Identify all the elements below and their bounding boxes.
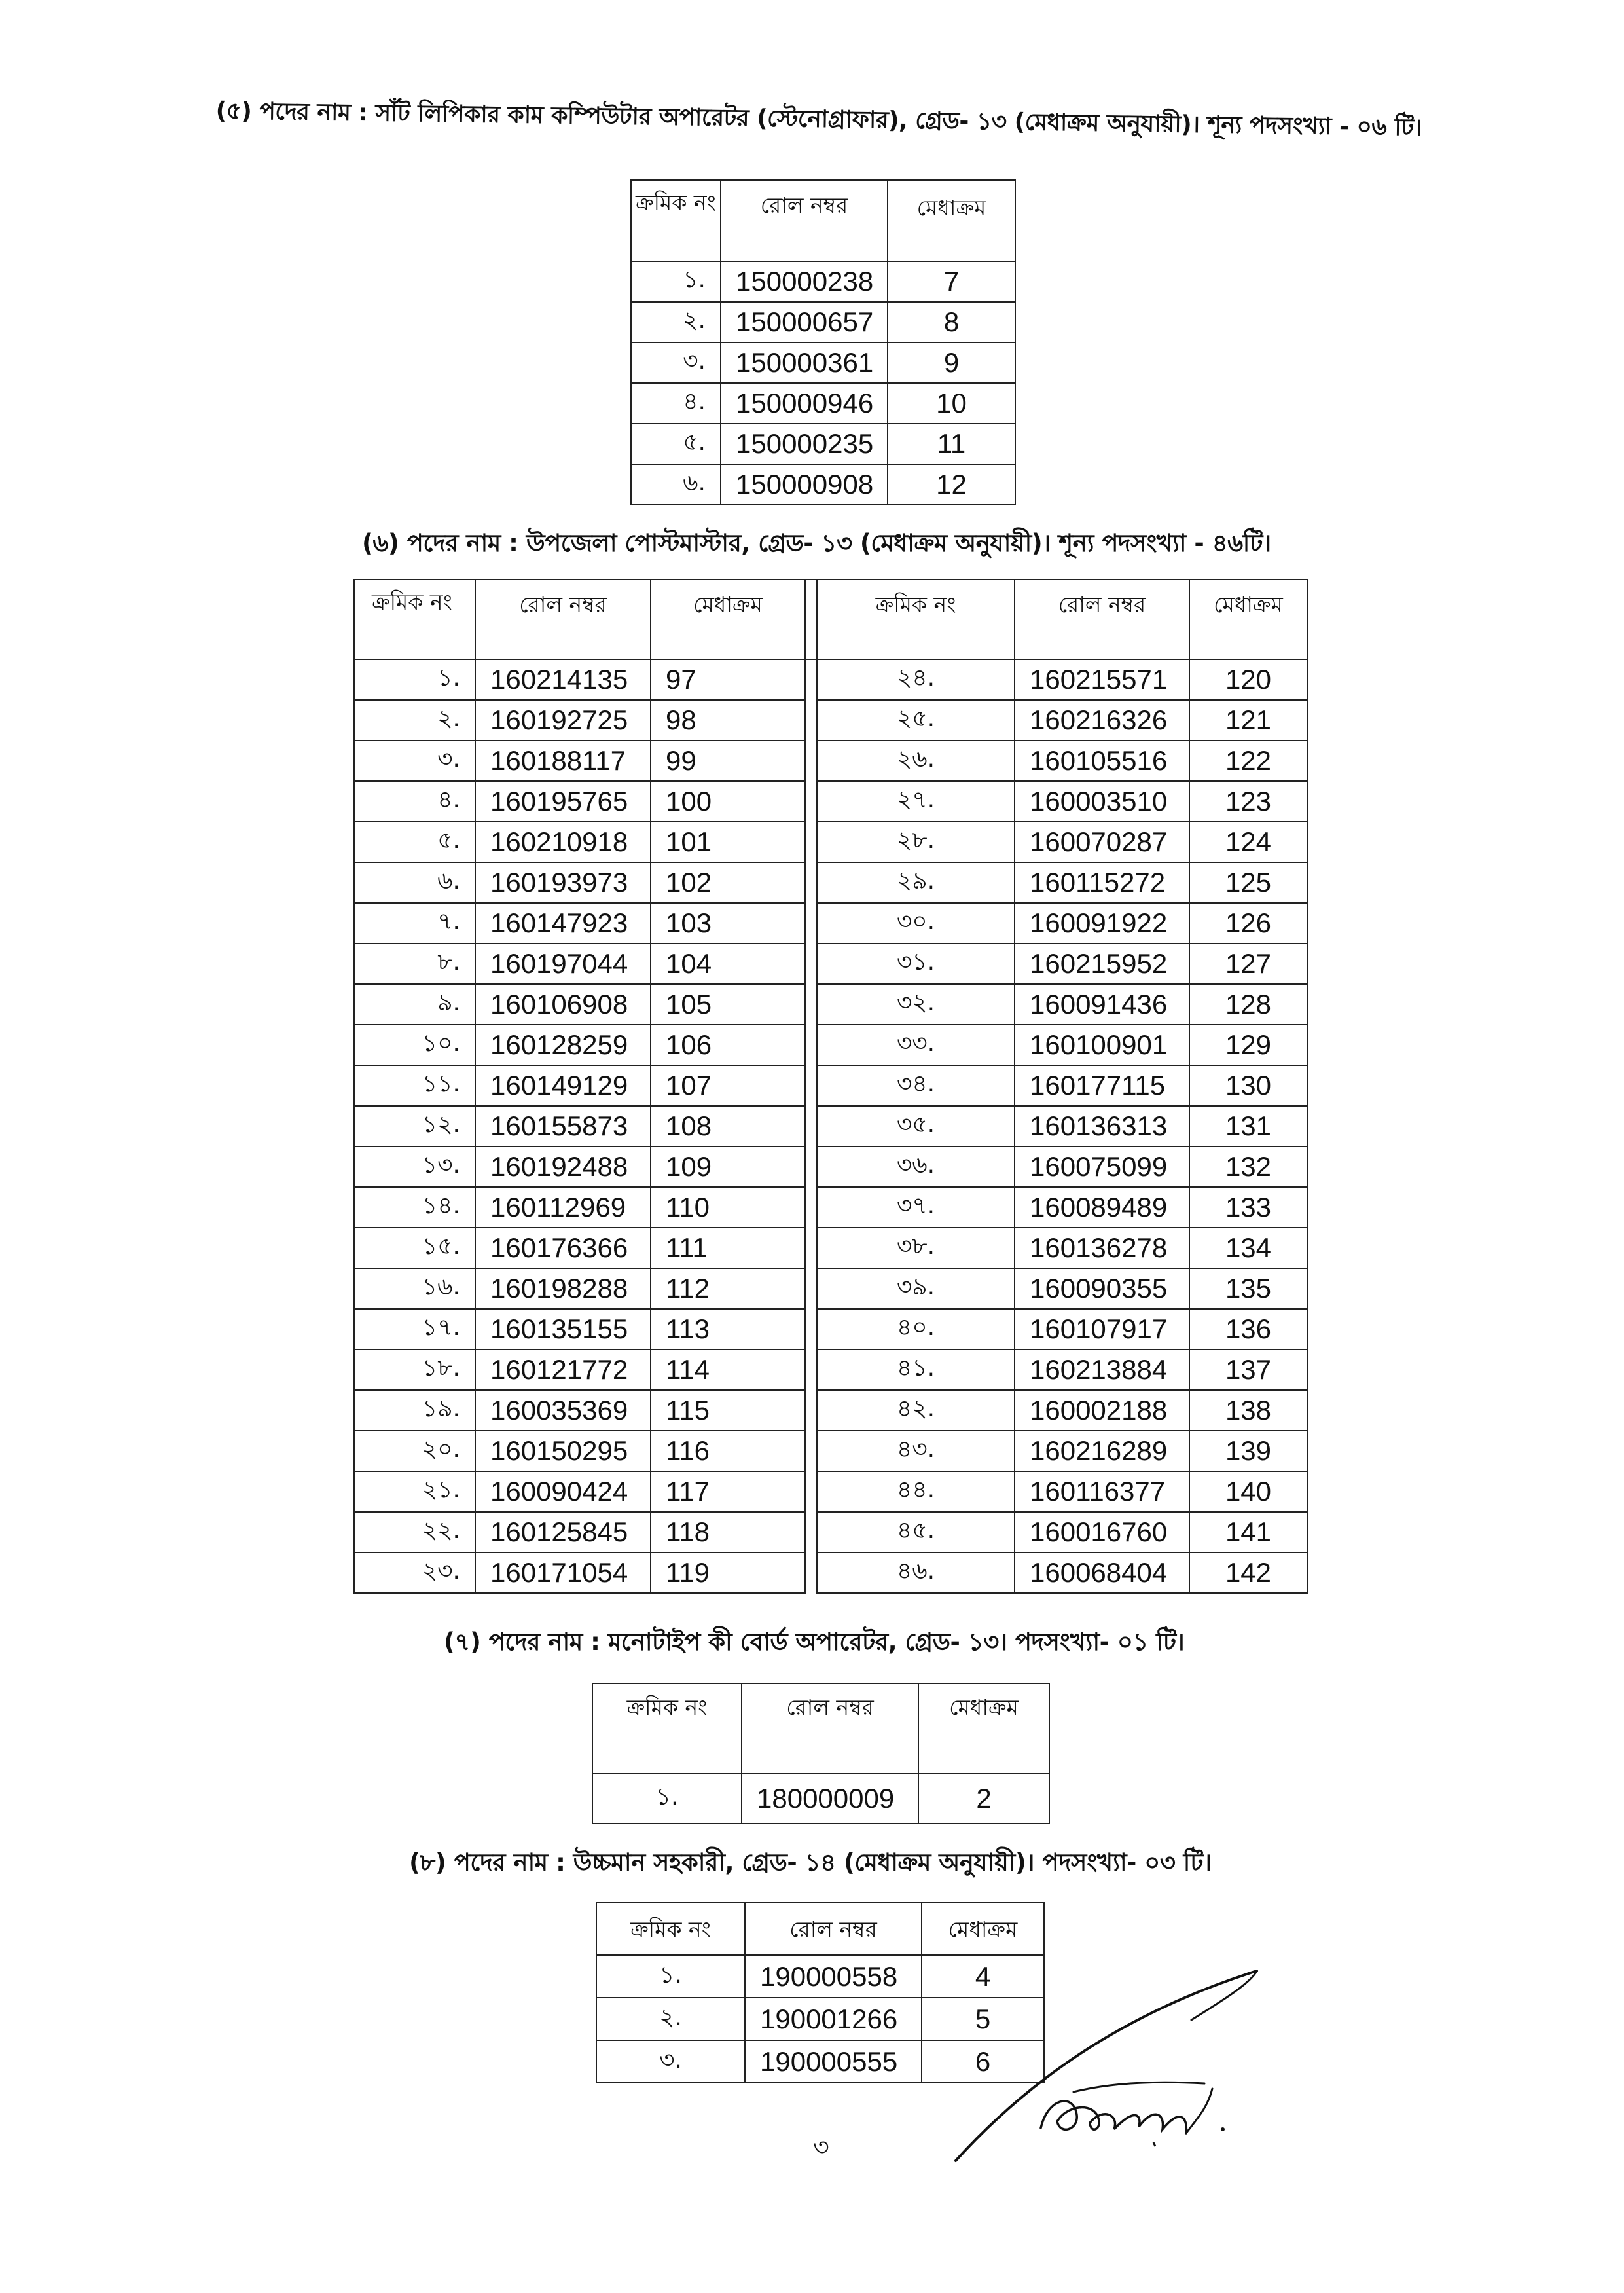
- merit-cell: 136: [1189, 1309, 1307, 1349]
- merit-cell: 101: [651, 822, 805, 862]
- table-section-6: [353, 579, 1308, 1594]
- merit-cell: 102: [651, 862, 805, 903]
- section-7-heading: (৭) পদের নাম : মনোটাইপ কী বোর্ড অপারেটর, গ্রেড- ১৩। পদসংখ্যা- ০১ টি।: [444, 1628, 1185, 1656]
- merit-cell: 105: [651, 984, 805, 1025]
- serial-cell: ৪৫.: [817, 1512, 1015, 1552]
- roll-number-cell: 160128259: [475, 1025, 651, 1065]
- roll-number-cell: 150000908: [721, 464, 888, 505]
- serial-cell: ২৭.: [817, 781, 1015, 822]
- merit-cell: 6: [922, 2040, 1044, 2083]
- roll-number-cell: 160002188: [1015, 1390, 1189, 1431]
- serial-cell: ৩৯.: [817, 1268, 1015, 1309]
- serial-cell: ১৩.: [354, 1146, 475, 1187]
- column-header-serial-right: ক্রমিক নং: [817, 579, 1015, 659]
- column-header-merit: মেধাক্রম: [918, 1683, 1049, 1774]
- roll-number-cell: 190001266: [745, 1998, 922, 2040]
- roll-number-cell: 150000946: [721, 383, 888, 424]
- merit-cell: 128: [1189, 984, 1307, 1025]
- section-6-heading: (৬) পদের নাম : উপজেলা পোস্টমাস্টার, গ্রেড- ১৩ (মেধাক্রম অনুযায়ী)। শূন্য পদসংখ্যা - ৪৬টি।: [362, 529, 1271, 557]
- serial-cell: ১.: [596, 1955, 745, 1998]
- serial-cell: ৩.: [596, 2040, 745, 2083]
- table-row: [631, 302, 1015, 342]
- serial-cell: ৬.: [354, 862, 475, 903]
- serial-cell: ৪.: [631, 383, 721, 424]
- serial-cell: ৪১.: [817, 1349, 1015, 1390]
- serial-cell: ২২.: [354, 1512, 475, 1552]
- table-row: [354, 700, 1307, 741]
- table-row: [354, 1268, 1307, 1309]
- roll-number-cell: 160016760: [1015, 1512, 1189, 1552]
- column-gap: [805, 1349, 817, 1390]
- merit-cell: 127: [1189, 944, 1307, 984]
- roll-number-cell: 160188117: [475, 741, 651, 781]
- serial-cell: ৩৬.: [817, 1146, 1015, 1187]
- merit-cell: 97: [651, 659, 805, 700]
- serial-cell: ২১.: [354, 1471, 475, 1512]
- table-row: [354, 1471, 1307, 1512]
- roll-number-cell: 160149129: [475, 1065, 651, 1106]
- column-gap: [805, 579, 817, 659]
- table-row: [354, 1106, 1307, 1146]
- column-header-serial: ক্রমিক নং: [631, 180, 721, 261]
- merit-cell: 109: [651, 1146, 805, 1187]
- column-gap: [805, 1106, 817, 1146]
- serial-cell: ১৮.: [354, 1349, 475, 1390]
- table-row: [631, 424, 1015, 464]
- serial-cell: ৩১.: [817, 944, 1015, 984]
- column-gap: [805, 1431, 817, 1471]
- signature: [943, 1958, 1270, 2174]
- merit-cell: 100: [651, 781, 805, 822]
- column-gap: [805, 659, 817, 700]
- merit-cell: 137: [1189, 1349, 1307, 1390]
- merit-cell: 122: [1189, 741, 1307, 781]
- table-row: [631, 342, 1015, 383]
- table-row: [354, 1309, 1307, 1349]
- roll-number-cell: 160213884: [1015, 1349, 1189, 1390]
- merit-cell: 110: [651, 1187, 805, 1228]
- serial-cell: ৪.: [354, 781, 475, 822]
- serial-cell: ২৫.: [817, 700, 1015, 741]
- merit-cell: 124: [1189, 822, 1307, 862]
- table-row: [354, 1146, 1307, 1187]
- column-gap: [805, 700, 817, 741]
- serial-cell: ৫.: [354, 822, 475, 862]
- column-header-roll-right: রোল নম্বর: [1015, 579, 1189, 659]
- roll-number-cell: 160035369: [475, 1390, 651, 1431]
- merit-cell: 118: [651, 1512, 805, 1552]
- column-gap: [805, 1552, 817, 1593]
- column-gap: [805, 741, 817, 781]
- merit-cell: 120: [1189, 659, 1307, 700]
- serial-cell: ৩০.: [817, 903, 1015, 944]
- serial-cell: ১৭.: [354, 1309, 475, 1349]
- serial-cell: ৯.: [354, 984, 475, 1025]
- column-gap: [805, 944, 817, 984]
- roll-number-cell: 160192488: [475, 1146, 651, 1187]
- merit-cell: 115: [651, 1390, 805, 1431]
- roll-number-cell: 160193973: [475, 862, 651, 903]
- merit-cell: 104: [651, 944, 805, 984]
- roll-number-cell: 160075099: [1015, 1146, 1189, 1187]
- column-header-roll-left: রোল নম্বর: [475, 579, 651, 659]
- merit-cell: 108: [651, 1106, 805, 1146]
- column-gap: [805, 1228, 817, 1268]
- roll-number-cell: 150000235: [721, 424, 888, 464]
- merit-cell: 106: [651, 1025, 805, 1065]
- merit-cell: 134: [1189, 1228, 1307, 1268]
- column-gap: [805, 1146, 817, 1187]
- roll-number-cell: 160195765: [475, 781, 651, 822]
- column-gap: [805, 862, 817, 903]
- roll-number-cell: 160115272: [1015, 862, 1189, 903]
- section-5-heading: (৫) পদের নাম : সাঁট লিপিকার কাম কম্পিউটার অপারেটর (স্টেনোগ্রাফার), গ্রেড- ১৩ (মেধাক্রম অনুযায়ী)। শূন্য পদসংখ্যা - ০৬ টি।: [215, 97, 1422, 141]
- serial-cell: ২০.: [354, 1431, 475, 1471]
- serial-cell: ৭.: [354, 903, 475, 944]
- table-row: [354, 1431, 1307, 1471]
- column-gap: [805, 1025, 817, 1065]
- roll-number-cell: 160192725: [475, 700, 651, 741]
- merit-cell: 140: [1189, 1471, 1307, 1512]
- roll-number-cell: 160091436: [1015, 984, 1189, 1025]
- table-row: [354, 984, 1307, 1025]
- roll-number-cell: 160150295: [475, 1431, 651, 1471]
- table-row: [354, 1065, 1307, 1106]
- serial-cell: ৩৭.: [817, 1187, 1015, 1228]
- merit-cell: 126: [1189, 903, 1307, 944]
- table-row: [354, 781, 1307, 822]
- serial-cell: ২.: [354, 700, 475, 741]
- serial-cell: ২৩.: [354, 1552, 475, 1593]
- column-gap: [805, 1065, 817, 1106]
- roll-number-cell: 160090424: [475, 1471, 651, 1512]
- serial-cell: ৪৬.: [817, 1552, 1015, 1593]
- merit-cell: 107: [651, 1065, 805, 1106]
- column-header-merit: মেধাক্রম: [922, 1903, 1044, 1955]
- merit-cell: 2: [918, 1774, 1049, 1824]
- roll-number-cell: 190000555: [745, 2040, 922, 2083]
- roll-number-cell: 160068404: [1015, 1552, 1189, 1593]
- table-row: [354, 1187, 1307, 1228]
- merit-cell: 98: [651, 700, 805, 741]
- serial-cell: ২৬.: [817, 741, 1015, 781]
- serial-cell: ১২.: [354, 1106, 475, 1146]
- page-number: ৩: [813, 2133, 829, 2161]
- merit-cell: 132: [1189, 1146, 1307, 1187]
- serial-cell: ৮.: [354, 944, 475, 984]
- roll-number-cell: 180000009: [742, 1774, 918, 1824]
- column-gap: [805, 1268, 817, 1309]
- roll-number-cell: 150000361: [721, 342, 888, 383]
- table-section-7: [592, 1683, 1050, 1824]
- merit-cell: 114: [651, 1349, 805, 1390]
- serial-cell: ২৮.: [817, 822, 1015, 862]
- table-row: [354, 1390, 1307, 1431]
- roll-number-cell: 160003510: [1015, 781, 1189, 822]
- serial-cell: ৪০.: [817, 1309, 1015, 1349]
- serial-cell: ৩.: [631, 342, 721, 383]
- serial-cell: ১৯.: [354, 1390, 475, 1431]
- merit-cell: 131: [1189, 1106, 1307, 1146]
- table-row: [354, 1228, 1307, 1268]
- roll-number-cell: 160116377: [1015, 1471, 1189, 1512]
- roll-number-cell: 160136313: [1015, 1106, 1189, 1146]
- merit-cell: 11: [888, 424, 1015, 464]
- roll-number-cell: 160215952: [1015, 944, 1189, 984]
- table-row: [354, 1025, 1307, 1065]
- roll-number-cell: 160089489: [1015, 1187, 1189, 1228]
- serial-cell: ১৫.: [354, 1228, 475, 1268]
- roll-number-cell: 160107917: [1015, 1309, 1189, 1349]
- table-row: [354, 822, 1307, 862]
- merit-cell: 119: [651, 1552, 805, 1593]
- merit-cell: 117: [651, 1471, 805, 1512]
- column-header-serial: ক্রমিক নং: [596, 1903, 745, 1955]
- roll-number-cell: 160090355: [1015, 1268, 1189, 1309]
- merit-cell: 103: [651, 903, 805, 944]
- table-row: [354, 1552, 1307, 1593]
- column-header-roll: রোল নম্বর: [721, 180, 888, 261]
- merit-cell: 139: [1189, 1431, 1307, 1471]
- merit-cell: 4: [922, 1955, 1044, 1998]
- merit-cell: 116: [651, 1431, 805, 1471]
- roll-number-cell: 160105516: [1015, 741, 1189, 781]
- serial-cell: ৫.: [631, 424, 721, 464]
- table-row: [354, 903, 1307, 944]
- column-header-serial-left: ক্রমিক নং: [354, 579, 475, 659]
- serial-cell: ২.: [631, 302, 721, 342]
- merit-cell: 9: [888, 342, 1015, 383]
- roll-number-cell: 160210918: [475, 822, 651, 862]
- column-header-roll: রোল নম্বর: [742, 1683, 918, 1774]
- table-row: [354, 741, 1307, 781]
- serial-cell: ৪২.: [817, 1390, 1015, 1431]
- serial-cell: ৩২.: [817, 984, 1015, 1025]
- merit-cell: 125: [1189, 862, 1307, 903]
- column-gap: [805, 781, 817, 822]
- roll-number-cell: 160112969: [475, 1187, 651, 1228]
- serial-cell: ১০.: [354, 1025, 475, 1065]
- table-row: [354, 1349, 1307, 1390]
- column-gap: [805, 984, 817, 1025]
- column-gap: [805, 1309, 817, 1349]
- column-gap: [805, 1471, 817, 1512]
- roll-number-cell: 160147923: [475, 903, 651, 944]
- merit-cell: 129: [1189, 1025, 1307, 1065]
- column-header-roll: রোল নম্বর: [745, 1903, 922, 1955]
- section-8-heading: (৮) পদের নাম : উচ্চমান সহকারী, গ্রেড- ১৪ (মেধাক্রম অনুযায়ী)। পদসংখ্যা- ০৩ টি।: [409, 1848, 1212, 1877]
- column-gap: [805, 1187, 817, 1228]
- serial-cell: ১৬.: [354, 1268, 475, 1309]
- merit-cell: 121: [1189, 700, 1307, 741]
- roll-number-cell: 160121772: [475, 1349, 651, 1390]
- serial-cell: ৩৫.: [817, 1106, 1015, 1146]
- roll-number-cell: 160215571: [1015, 659, 1189, 700]
- serial-cell: ৪৩.: [817, 1431, 1015, 1471]
- roll-number-cell: 190000558: [745, 1955, 922, 1998]
- table-row: [631, 383, 1015, 424]
- roll-number-cell: 150000238: [721, 261, 888, 302]
- merit-cell: 7: [888, 261, 1015, 302]
- serial-cell: ১৪.: [354, 1187, 475, 1228]
- roll-number-cell: 160155873: [475, 1106, 651, 1146]
- roll-number-cell: 160136278: [1015, 1228, 1189, 1268]
- serial-cell: ৩৩.: [817, 1025, 1015, 1065]
- column-gap: [805, 1390, 817, 1431]
- column-gap: [805, 903, 817, 944]
- roll-number-cell: 160125845: [475, 1512, 651, 1552]
- table-row: [354, 944, 1307, 984]
- roll-number-cell: 160214135: [475, 659, 651, 700]
- merit-cell: 10: [888, 383, 1015, 424]
- roll-number-cell: 160100901: [1015, 1025, 1189, 1065]
- table-row: [354, 659, 1307, 700]
- column-gap: [805, 1512, 817, 1552]
- serial-cell: ৩.: [354, 741, 475, 781]
- merit-cell: 113: [651, 1309, 805, 1349]
- serial-cell: ১.: [354, 659, 475, 700]
- serial-cell: ৪৪.: [817, 1471, 1015, 1512]
- roll-number-cell: 160171054: [475, 1552, 651, 1593]
- merit-cell: 130: [1189, 1065, 1307, 1106]
- table-row: [354, 1512, 1307, 1552]
- roll-number-cell: 160197044: [475, 944, 651, 984]
- merit-cell: 112: [651, 1268, 805, 1309]
- serial-cell: ৬.: [631, 464, 721, 505]
- roll-number-cell: 160216289: [1015, 1431, 1189, 1471]
- serial-cell: ২.: [596, 1998, 745, 2040]
- table-row: [631, 261, 1015, 302]
- serial-cell: ৩৮.: [817, 1228, 1015, 1268]
- roll-number-cell: 160198288: [475, 1268, 651, 1309]
- merit-cell: 99: [651, 741, 805, 781]
- table-row: [354, 862, 1307, 903]
- merit-cell: 12: [888, 464, 1015, 505]
- column-gap: [805, 822, 817, 862]
- roll-number-cell: 160091922: [1015, 903, 1189, 944]
- roll-number-cell: 160070287: [1015, 822, 1189, 862]
- serial-cell: ২৯.: [817, 862, 1015, 903]
- serial-cell: ১.: [592, 1774, 742, 1824]
- merit-cell: 141: [1189, 1512, 1307, 1552]
- merit-cell: 8: [888, 302, 1015, 342]
- serial-cell: ২৪.: [817, 659, 1015, 700]
- column-header-merit-right: মেধাক্রম: [1189, 579, 1307, 659]
- merit-cell: 123: [1189, 781, 1307, 822]
- column-header-merit: মেধাক্রম: [888, 180, 1015, 261]
- merit-cell: 142: [1189, 1552, 1307, 1593]
- table-section-5: [630, 179, 1016, 505]
- roll-number-cell: 160176366: [475, 1228, 651, 1268]
- roll-number-cell: 160135155: [475, 1309, 651, 1349]
- merit-cell: 111: [651, 1228, 805, 1268]
- column-header-serial: ক্রমিক নং: [592, 1683, 742, 1774]
- serial-cell: ১১.: [354, 1065, 475, 1106]
- serial-cell: ১.: [631, 261, 721, 302]
- merit-cell: 135: [1189, 1268, 1307, 1309]
- roll-number-cell: 150000657: [721, 302, 888, 342]
- serial-cell: ৩৪.: [817, 1065, 1015, 1106]
- merit-cell: 133: [1189, 1187, 1307, 1228]
- roll-number-cell: 160177115: [1015, 1065, 1189, 1106]
- merit-cell: 5: [922, 1998, 1044, 2040]
- table-row: [631, 464, 1015, 505]
- column-header-merit-left: মেধাক্রম: [651, 579, 805, 659]
- merit-cell: 138: [1189, 1390, 1307, 1431]
- roll-number-cell: 160106908: [475, 984, 651, 1025]
- roll-number-cell: 160216326: [1015, 700, 1189, 741]
- table-row: [592, 1774, 1049, 1824]
